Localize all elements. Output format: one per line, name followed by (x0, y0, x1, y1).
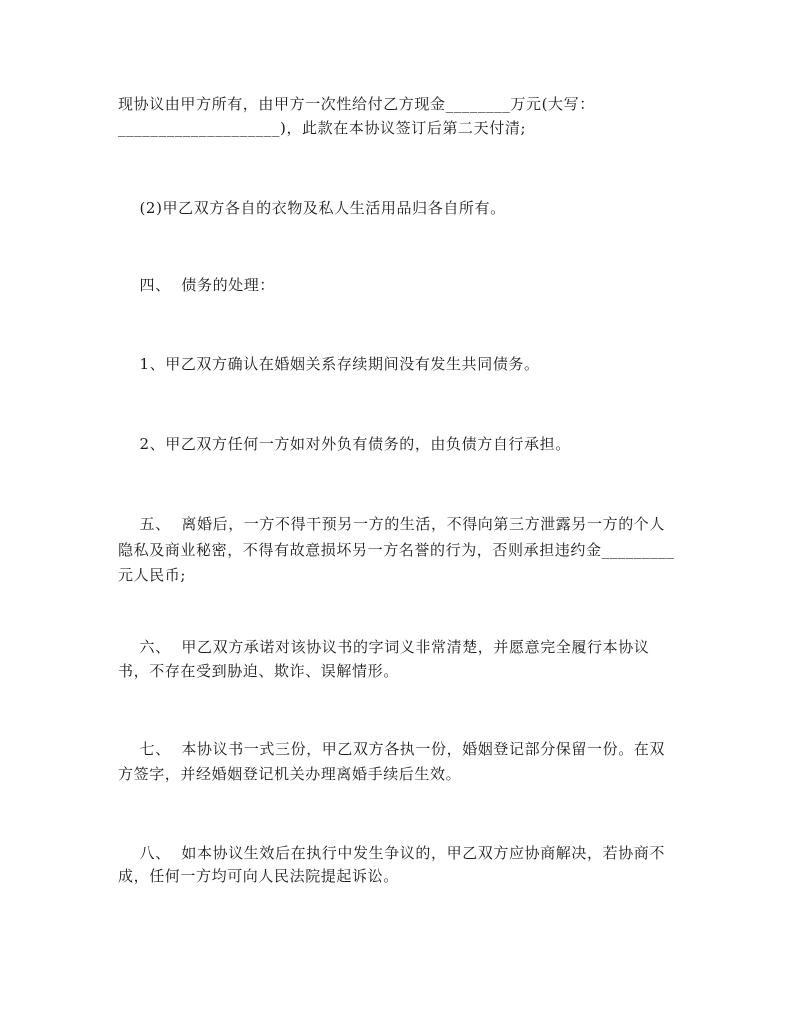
section-8-line-2: 成，任何一方均可向人民法院提起诉讼。 (118, 867, 399, 885)
section-5-line-3: 元人民币; (118, 566, 187, 584)
section-5-line-2: 隐私及商业秘密，不得有故意损坏另一方名誉的行为，否则承担违约金_________ (118, 541, 675, 559)
section-4-heading: 四、 债务的处理： (118, 276, 276, 294)
section-8-line-1: 八、 如本协议生效后在执行中发生争议的，甲乙双方应协商解决，若协商不 (118, 844, 666, 862)
paragraph-1-line-1: 现协议由甲方所有，由甲方一次性给付乙方现金________万元(大写： (118, 95, 595, 113)
debt-item-2: 2、甲乙双方任何一方如对外负有债务的，由负债方自行承担。 (118, 435, 571, 453)
section-6-line-1: 六、 甲乙双方承诺对该协议书的字词义非常清楚，并愿意完全履行本协议 (118, 638, 650, 656)
section-6-line-2: 书，不存在受到胁迫、欺诈、误解情形。 (118, 662, 399, 680)
debt-item-1: 1、甲乙双方确认在婚姻关系存续期间没有发生共同债务。 (118, 355, 540, 373)
paragraph-2-line-1: (2)甲乙双方各自的衣物及私人生活用品归各自所有。 (118, 199, 506, 217)
paragraph-1-line-2: ____________________)，此款在本协议签订后第二天付清; (118, 119, 527, 137)
section-5-line-1: 五、 离婚后，一方不得干预另一方的生活，不得向第三方泄露另一方的个人 (118, 515, 666, 533)
section-7-line-1: 七、 本协议书一式三份，甲乙双方各执一份，婚姻登记部分保留一份。在双 (118, 740, 666, 758)
section-7-line-2: 方签字，并经婚姻登记机关办理离婚手续后生效。 (118, 765, 462, 783)
